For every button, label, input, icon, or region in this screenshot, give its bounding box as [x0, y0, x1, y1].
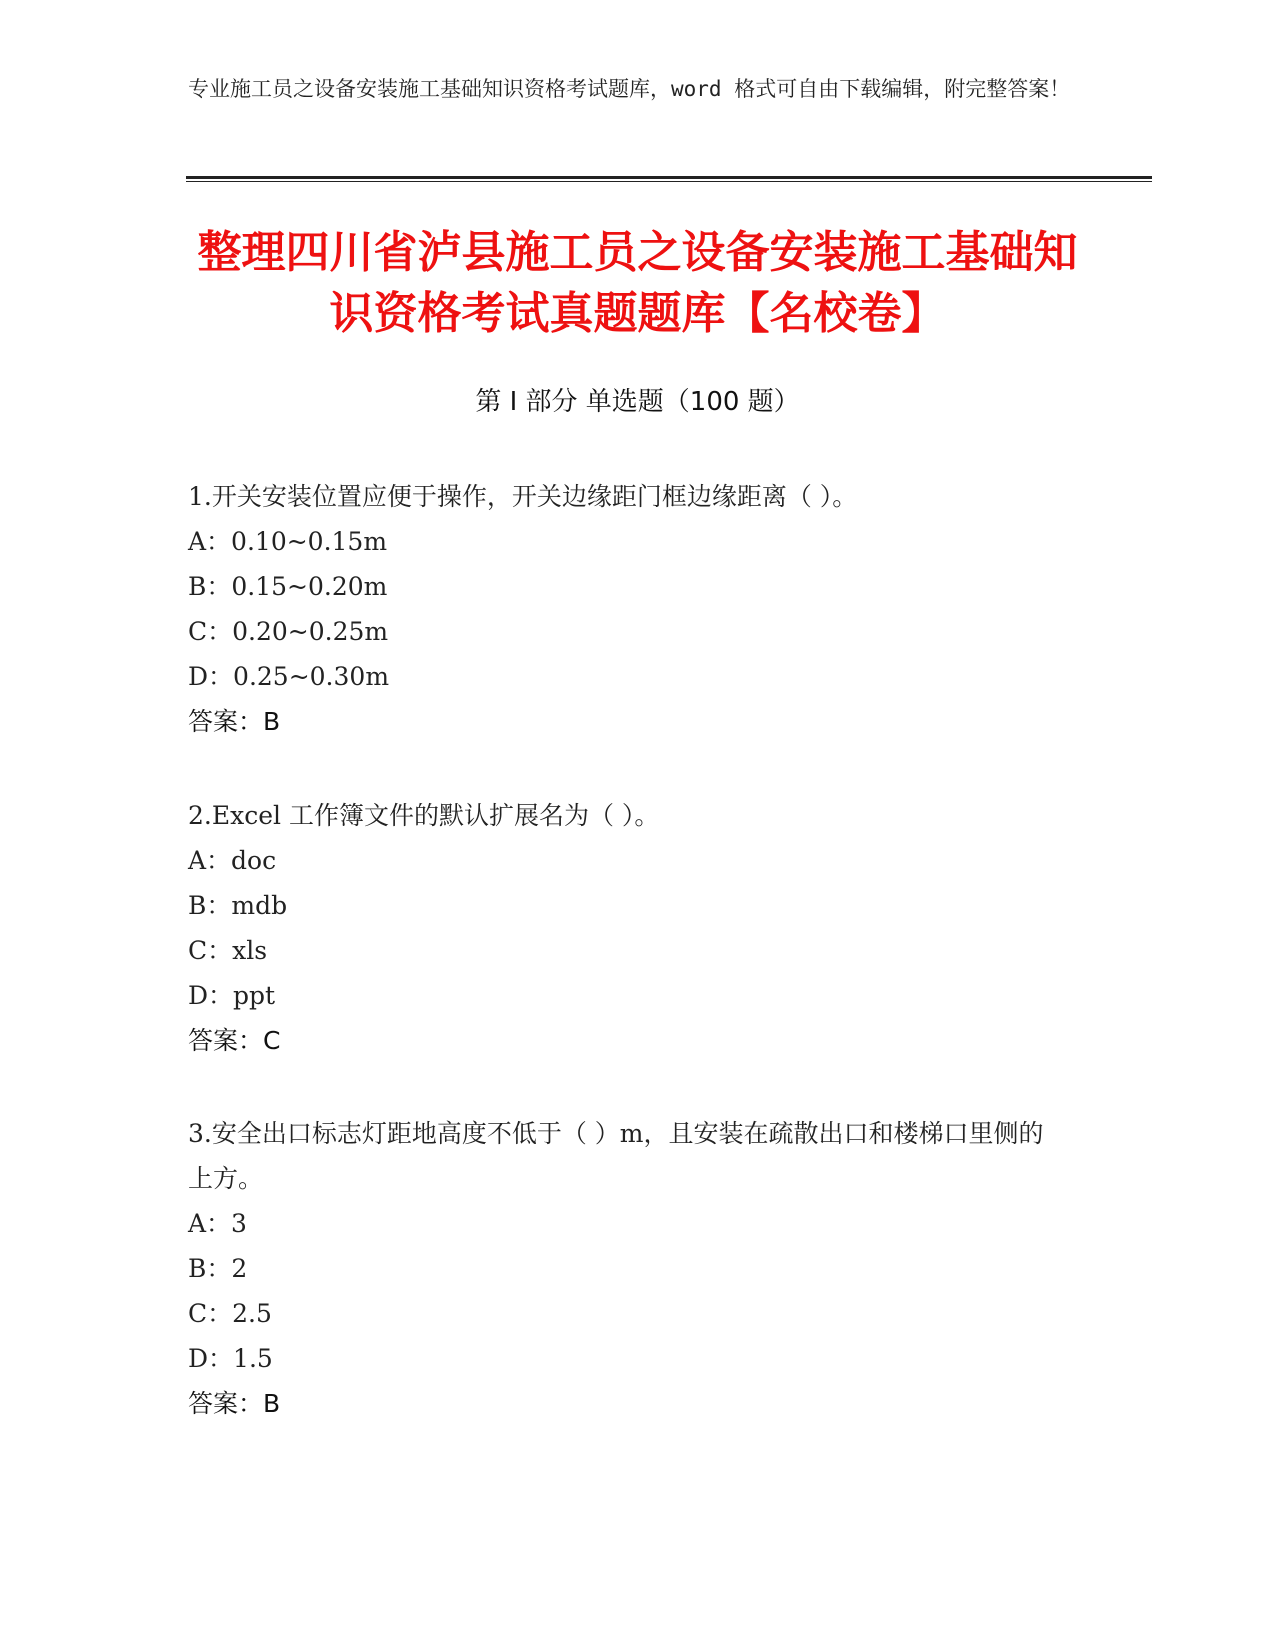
option-d: D：0.25~0.30m	[188, 662, 390, 691]
option-b: B：mdb	[188, 891, 288, 920]
answer: 答案：C	[188, 1026, 281, 1055]
header-divider-thin	[186, 181, 1152, 182]
option-a: A：0.10~0.15m	[188, 527, 388, 556]
header-divider-thick	[186, 176, 1152, 179]
answer: 答案：B	[188, 707, 281, 736]
question-2	[188, 793, 1068, 1063]
option-c: C：xls	[188, 936, 268, 965]
option-d: D：1.5	[188, 1344, 273, 1373]
question-stem: 2.Excel 工作簿文件的默认扩展名为（ ）。	[188, 801, 660, 830]
answer: 答案：B	[188, 1389, 281, 1418]
header-note: 专业施工员之设备安装施工基础知识资格考试题库，word 格式可自由下载编辑，附完整答案！	[188, 77, 1071, 101]
question-3	[188, 1111, 1068, 1426]
option-b: B：2	[188, 1254, 248, 1283]
section-heading: 第 I 部分 单选题（100 题）	[475, 387, 800, 417]
option-b: B：0.15~0.20m	[188, 572, 388, 601]
option-c: C：2.5	[188, 1299, 272, 1328]
option-a: A：doc	[188, 846, 277, 875]
option-c: C：0.20~0.25m	[188, 617, 389, 646]
question-stem: 1.开关安装位置应便于操作，开关边缘距门框边缘距离（ ）。	[188, 482, 858, 511]
document-title: 整理四川省泸县施工员之设备安装施工基础知识资格考试真题题库【名校卷】	[197, 227, 1078, 339]
option-d: D：ppt	[188, 981, 276, 1010]
question-stem: 3.安全出口标志灯距地高度不低于（ ）m，且安装在疏散出口和楼梯口里侧的上方。	[188, 1119, 1044, 1193]
option-a: A：3	[188, 1209, 247, 1238]
question-1	[188, 474, 1068, 744]
